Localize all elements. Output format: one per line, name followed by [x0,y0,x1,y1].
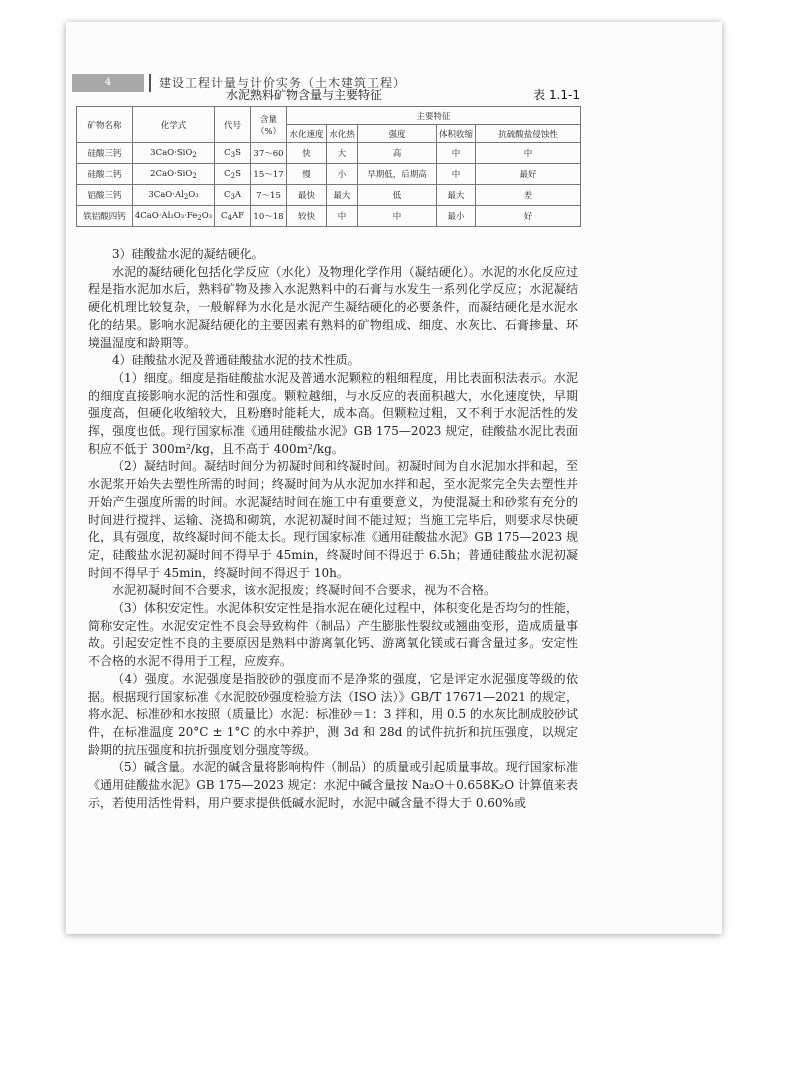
cell-content: 7～15 [251,185,287,206]
cell-hydration-heat: 最大 [327,185,358,206]
cell-code: $C_3S$ [215,143,251,164]
cell-sulfate-resistance: 最好 [476,164,581,185]
table-row [77,206,581,227]
header-formula: 化学式 [133,107,215,143]
running-header-title: 建设工程计量与计价实务（土木建筑工程） [159,76,407,90]
cell-code: $C_3A$ [215,185,251,206]
header-content-line2: （%） [255,126,282,137]
cell-strength: 早期低，后期高 [358,164,437,185]
cell-content: 15～17 [251,164,287,185]
paragraph-soundness: （3）体积安定性。水泥体积安定性是指水泥在硬化过程中，体积变化是否均匀的性能，简称安定性。水泥安定性不良会导致构件（制品）产生膨胀性裂纹或翘曲变形，造成质量事故。引起安定性不良的主要原因是熟料中游离氧化钙、游离氧化镁或石膏含量过多。安定性不合格的水泥不得用于工程，应废弃。 [88,601,578,669]
header-strength: 强度 [358,125,437,143]
cell-strength: 低 [358,185,437,206]
header-content [251,107,287,143]
table-row [77,164,581,185]
cell-formula: $3CaO\cdot Al_2O_3$ [133,185,215,206]
page-number: 4 [104,77,112,88]
cell-volume-shrinkage: 最大 [437,185,476,206]
cell-content: 10～18 [251,206,287,227]
body-text [88,246,578,813]
cell-sulfate-resistance: 中 [476,143,581,164]
section-heading-technical-properties: 4）硅酸盐水泥及普通硅酸盐水泥的技术性质。 [112,353,360,368]
cell-hydration-speed: 最快 [287,185,327,206]
section-heading-setting-hardening: 3）硅酸盐水泥的凝结硬化。 [112,247,264,261]
cell-code: $C_4AF$ [215,206,251,227]
cell-formula: 2CaO·SiO$_2$ [133,164,215,185]
cell-sulfate-resistance: 差 [476,185,581,206]
cell-sulfate-resistance: 好 [476,206,581,227]
paragraph-fineness: （1）细度。细度是指硅酸盐水泥及普通水泥颗粒的粗细程度，用比表面积法表示。水泥的细度直接影响水泥的活性和强度。颗粒越细，与水反应的表面积越大，水化速度快，早期强度高，但硬化收缩较大，且粉磨时能耗大，成本高。但颗粒过粗，又不利于水泥活性的发挥，强度也低。现行国家标准《通用硅酸盐水泥》GB 175—2023 规定，硅酸盐水泥比表面积应不低于 300m²/kg，且不高于 400m²/kg。 [88,370,578,456]
table-title: 水泥熟料矿物含量与主要特征 [226,88,383,102]
cell-hydration-heat: 中 [327,206,358,227]
cell-strength: 中 [358,206,437,227]
paragraph-setting-hardening: 水泥的凝结硬化包括化学反应（水化）及物理化学作用（凝结硬化）。水泥的水化反应过程是指水泥加水后，熟料矿物及掺入水泥熟料中的石膏与水发生一系列化学反应；水泥凝结硬化机理比较复杂，一般解释为水化是水泥产生凝结硬化的必要条件，而凝结硬化是水泥水化的结果。影响水泥凝结硬化的主要因素有熟料的矿物组成、细度、水灰比、石膏掺量、环境温湿度和龄期等。 [88,264,578,350]
cell-hydration-speed: 较快 [287,206,327,227]
cell-mineral-name: 铝酸三钙 [77,185,133,206]
table-number: 表 1.1-1 [533,88,580,102]
paragraph-setting-time-rule: 水泥初凝时间不合要求，该水泥报废；终凝时间不合要求，视为不合格。 [112,583,497,598]
cell-hydration-heat: 小 [327,164,358,185]
header-sulfate-resistance: 抗硫酸盐侵蚀性 [476,125,581,143]
header-volume-shrinkage: 体积收缩 [437,125,476,143]
header-content-line1: 含量 [259,114,277,125]
cell-hydration-speed: 慢 [287,164,327,185]
cell-hydration-heat: 大 [327,143,358,164]
cell-volume-shrinkage: 最小 [437,206,476,227]
paragraph-setting-time: （2）凝结时间。凝结时间分为初凝时间和终凝时间。初凝时间为自水泥加水拌和起，至水泥浆开始失去塑性所需的时间；终凝时间为从水泥加水拌和起，至水泥浆完全失去塑性并开始产生强度所需的时间。水泥凝结时间在施工中有重要意义，为使混凝土和砂浆有充分的时间进行搅拌、运输、浇捣和砌筑，水泥初凝时间不能过短；当施工完毕后，则要求尽快硬化，具有强度，故终凝时间不能太长。现行国家标准《通用硅酸盐水泥》GB 175—2023 规定，硅酸盐水泥初凝时间不得早于 45min，终凝时间不得迟于 6.5h；普通硅酸盐水泥初凝时间不得早于 45min，终凝时间不得迟于 10h。 [88,459,578,580]
header-code: 代号 [215,107,251,143]
cell-mineral-name: 硅酸三钙 [77,143,133,164]
cell-formula: 3CaO·SiO$_2$ [133,143,215,164]
header-mineral-name: 矿物名称 [77,107,133,143]
table-caption [76,84,580,102]
header-hydration-heat: 水化热 [327,125,358,143]
paragraph-strength: （4）强度。水泥强度是指胶砂的强度而不是净浆的强度，它是评定水泥强度等级的依据。根据现行国家标准《水泥胶砂强度检验方法（ISO 法）》GB/T 17671—2021 的规定，将水泥、标准砂和水按照（质量比）水泥：标准砂＝1：3 拌和，用 0.5 的水灰比制成胶砂试件，在标准温度 20°C ± 1°C 的水中养护，测 3d 和 28d 的试件抗折和抗压强度，以规定龄期的抗压强度和抗折强度划分强度等级。 [88,671,578,757]
cell-volume-shrinkage: 中 [437,143,476,164]
table-row [77,143,581,164]
cell-strength: 高 [358,143,437,164]
cell-mineral-name: 硅酸二钙 [77,164,133,185]
cell-content: 37～60 [251,143,287,164]
cell-volume-shrinkage: 中 [437,164,476,185]
cell-code: $C_2S$ [215,164,251,185]
clinker-minerals-table [76,106,581,227]
header-hydration-speed: 水化速度 [287,125,327,143]
paragraph-alkali-content: （5）碱含量。水泥的碱含量将影响构件（制品）的质量或引起质量事故。现行国家标准《通用硅酸盐水泥》GB 175—2023 规定：水泥中碱含量按 Na₂O＋0.658K₂O 计算值来表示，若使用活性骨料，用户要求提供低碱水泥时，水泥中碱含量不得大于 0.60%或 [88,760,578,810]
cell-hydration-speed: 快 [287,143,327,164]
cell-mineral-name: 铁铝酸四钙 [77,206,133,227]
header-main-features: 主要特征 [287,107,581,125]
cell-formula: $4CaO\cdot Al_2O_3\cdot Fe_2O_3$ [133,206,215,227]
table-row [77,185,581,206]
